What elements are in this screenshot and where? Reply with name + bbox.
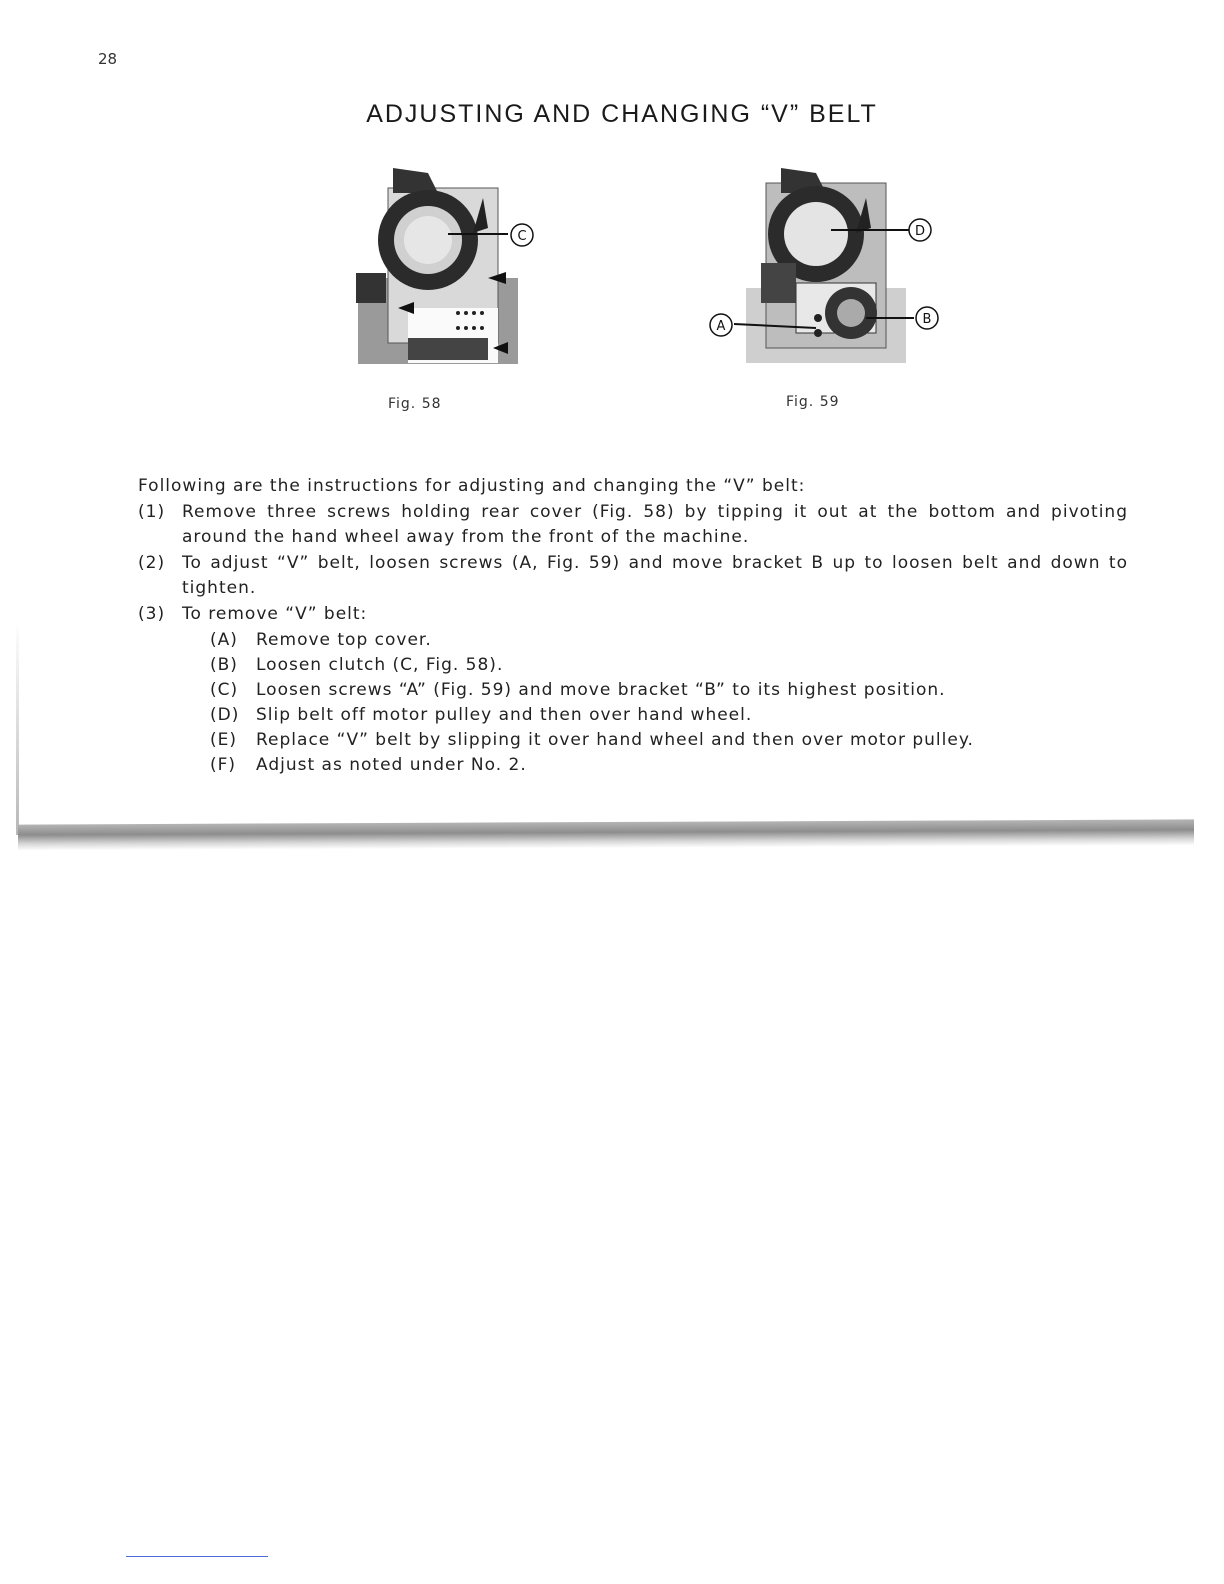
callout-a-label: A	[716, 319, 726, 334]
substep-f	[210, 753, 1128, 778]
substep-text: Loosen clutch (C, Fig. 58).	[256, 655, 504, 675]
step-text: Remove three screws holding rear cover (Fig. 58) by tipping it out at the bottom and pivoting around the hand wheel away from the front of the machine.	[182, 502, 1128, 547]
substep-a	[210, 628, 1128, 653]
figure-58	[348, 168, 548, 368]
step-text: To adjust “V” belt, loosen screws (A, Fig. 59) and move bracket B up to loosen belt and down to tighten.	[182, 553, 1128, 598]
fig-58-caption: Fig. 58	[388, 396, 442, 412]
step-text: To remove “V” belt:	[182, 604, 368, 624]
scan-left-edge	[16, 620, 19, 835]
substep-text: Slip belt off motor pulley and then over hand wheel.	[256, 705, 753, 725]
footer-rule	[126, 1556, 268, 1557]
instruction-steps	[138, 500, 1128, 778]
figure-59-photo	[706, 168, 946, 368]
substep-letter: (A)	[210, 630, 238, 650]
step-2	[138, 551, 1128, 601]
substeps-list	[210, 628, 1128, 778]
callout-b-label: B	[922, 312, 932, 327]
callout-c-label: C	[517, 229, 527, 244]
substep-c	[210, 678, 1128, 703]
fig-59-caption: Fig. 59	[786, 394, 840, 410]
substep-letter: (E)	[210, 730, 238, 750]
substep-d	[210, 703, 1128, 728]
substep-text: Loosen screws “A” (Fig. 59) and move bracket “B” to its highest position.	[256, 680, 946, 700]
callout-d-label: D	[914, 224, 926, 239]
step-number: (1)	[138, 502, 166, 522]
figure-58-photo	[348, 168, 548, 368]
callout-d	[907, 217, 933, 243]
substep-text: Remove top cover.	[256, 630, 432, 650]
substep-e	[210, 728, 1128, 753]
scan-page-edge	[18, 819, 1194, 850]
page-title: ADJUSTING AND CHANGING “V” BELT	[366, 100, 878, 128]
step-number: (3)	[138, 604, 166, 624]
callout-b	[914, 305, 940, 331]
page-number: 28	[98, 50, 118, 68]
callout-c	[509, 222, 535, 248]
figure-59	[706, 168, 946, 368]
substep-text: Adjust as noted under No. 2.	[256, 755, 527, 775]
substep-letter: (B)	[210, 655, 238, 675]
substep-b	[210, 653, 1128, 678]
step-1	[138, 500, 1128, 550]
step-number: (2)	[138, 553, 166, 573]
callout-a	[708, 312, 734, 338]
substep-letter: (D)	[210, 705, 240, 725]
substep-letter: (C)	[210, 680, 239, 700]
substep-text: Replace “V” belt by slipping it over hand wheel and then over motor pulley.	[256, 730, 974, 750]
step-3	[138, 602, 1128, 627]
substep-letter: (F)	[210, 755, 237, 775]
intro-text: Following are the instructions for adjusting and changing the “V” belt:	[138, 476, 806, 496]
